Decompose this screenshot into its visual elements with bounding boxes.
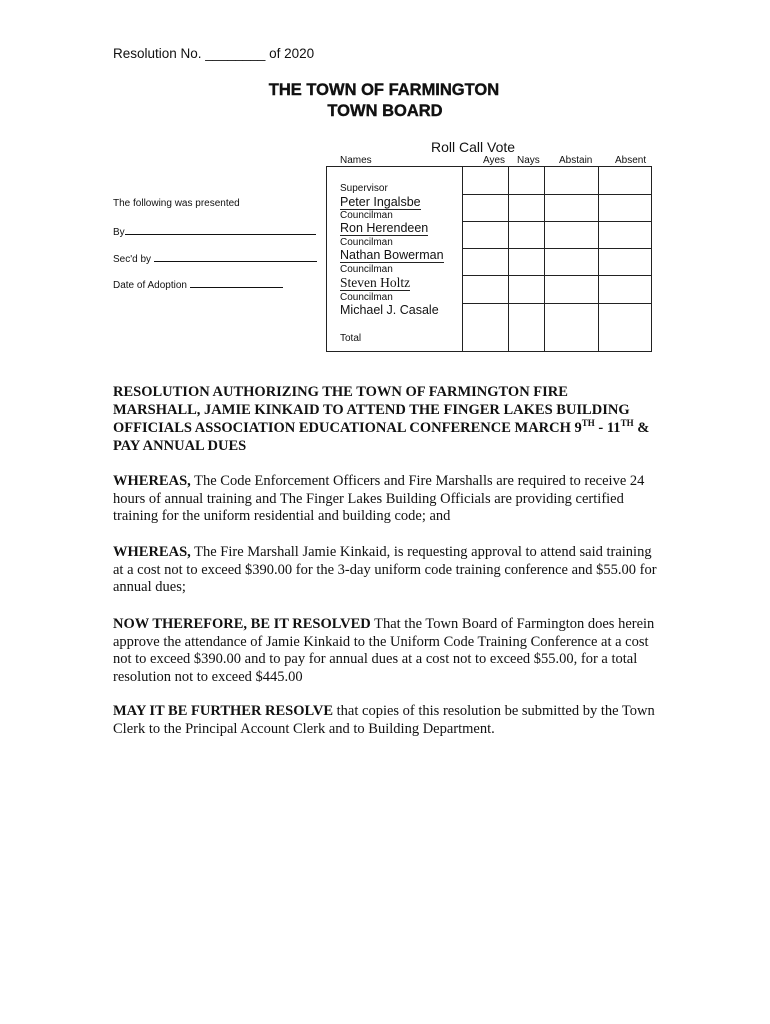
paragraph-lead: NOW THEREFORE, BE IT RESOLVED	[113, 616, 371, 632]
member-role: Councilman	[340, 210, 393, 221]
member-name	[340, 248, 444, 262]
heading-end: & PAY ANNUAL DUES	[113, 420, 650, 454]
member-name	[340, 303, 439, 317]
paragraph-lead: WHEREAS,	[113, 473, 191, 489]
member-name-text: Ron Herendeen	[340, 221, 429, 235]
date-field	[113, 278, 283, 291]
town-title: THE TOWN OF FARMINGTON	[268, 81, 500, 99]
grid-row-line	[463, 275, 651, 276]
paragraph-text: That the Town Board of Farmington does herein approve the attendance of Jamie Kinkaid to the Uniform Code Training Conference at a cost not to exceed $390.00 and to pay for annual dues at a cost not to exceed $55.00, for a total resolution not to exceed $445.00	[113, 616, 655, 685]
member-role: Councilman	[340, 292, 393, 303]
member-name-text: Michael J. Casale	[340, 303, 439, 317]
heading-sup-2: TH	[620, 418, 634, 429]
member-role: Supervisor	[340, 183, 388, 194]
grid-row-line	[463, 248, 651, 249]
resolution-number: Resolution No. ________ of 2020	[113, 46, 315, 61]
paragraph	[113, 616, 661, 686]
paragraph	[113, 544, 661, 597]
paragraph-text: The Code Enforcement Officers and Fire Marshalls are required to receive 24 hours of annual training and The Finger Lakes Building Officials are providing certified training for the uniform residential and building code; and	[113, 473, 645, 524]
member-name	[340, 195, 421, 209]
seconded-line[interactable]	[154, 252, 317, 262]
member-role: Councilman	[340, 264, 393, 275]
resolution-heading	[113, 383, 658, 455]
column-absent: Absent	[615, 155, 647, 166]
presented-label: The following was presented	[113, 198, 240, 209]
by-label: By	[113, 227, 125, 238]
member-name-text: Nathan Bowerman	[340, 248, 444, 262]
paragraph-lead: MAY IT BE FURTHER RESOLVE	[113, 703, 334, 719]
grid-row-line	[463, 303, 651, 304]
member-name-text: Peter Ingalsbe	[340, 195, 421, 209]
roll-call-heading: Roll Call Vote	[431, 139, 516, 155]
member-name-text: Steven Holtz	[340, 275, 411, 290]
paragraph	[113, 703, 661, 738]
board-title: TOWN BOARD	[327, 102, 443, 120]
date-line[interactable]	[190, 278, 283, 288]
by-line[interactable]	[125, 225, 316, 235]
date-label: Date of Adoption	[113, 280, 187, 291]
member-name	[340, 221, 428, 235]
grid-row-line	[463, 194, 651, 195]
column-ayes: Ayes	[483, 155, 506, 166]
paragraph-lead: WHEREAS,	[113, 544, 191, 560]
paragraph-text: that copies of this resolution be submitted by the Town Clerk to the Principal Account Clerk and to Building Department.	[113, 703, 655, 737]
seconded-label: Sec'd by	[113, 254, 152, 265]
heading-mid: - 11	[594, 420, 621, 436]
column-abstain: Abstain	[559, 155, 593, 166]
paragraph	[113, 473, 661, 526]
total-label: Total	[340, 333, 362, 344]
grid-row-line	[463, 221, 651, 222]
heading-sup-1: TH	[581, 418, 595, 429]
by-field	[113, 225, 316, 238]
member-name	[340, 275, 410, 291]
member-role: Councilman	[340, 237, 393, 248]
paragraph-text: The Fire Marshall Jamie Kinkaid, is requesting approval to attend said training at a cost not to exceed $390.00 for the 3-day uniform code training conference and $55.00 for annual dues;	[113, 544, 657, 595]
heading-main: RESOLUTION AUTHORIZING THE TOWN OF FARMINGTON FIRE MARSHALL, JAMIE KINKAID TO ATTEND THE FINGER LAKES BUILDING OFFICIALS ASSOCIATION EDUCATIONAL CONFERENCE MARCH 9	[113, 384, 630, 436]
column-names: Names	[340, 155, 372, 166]
seconded-field	[113, 252, 317, 265]
column-nays: Nays	[517, 155, 540, 166]
